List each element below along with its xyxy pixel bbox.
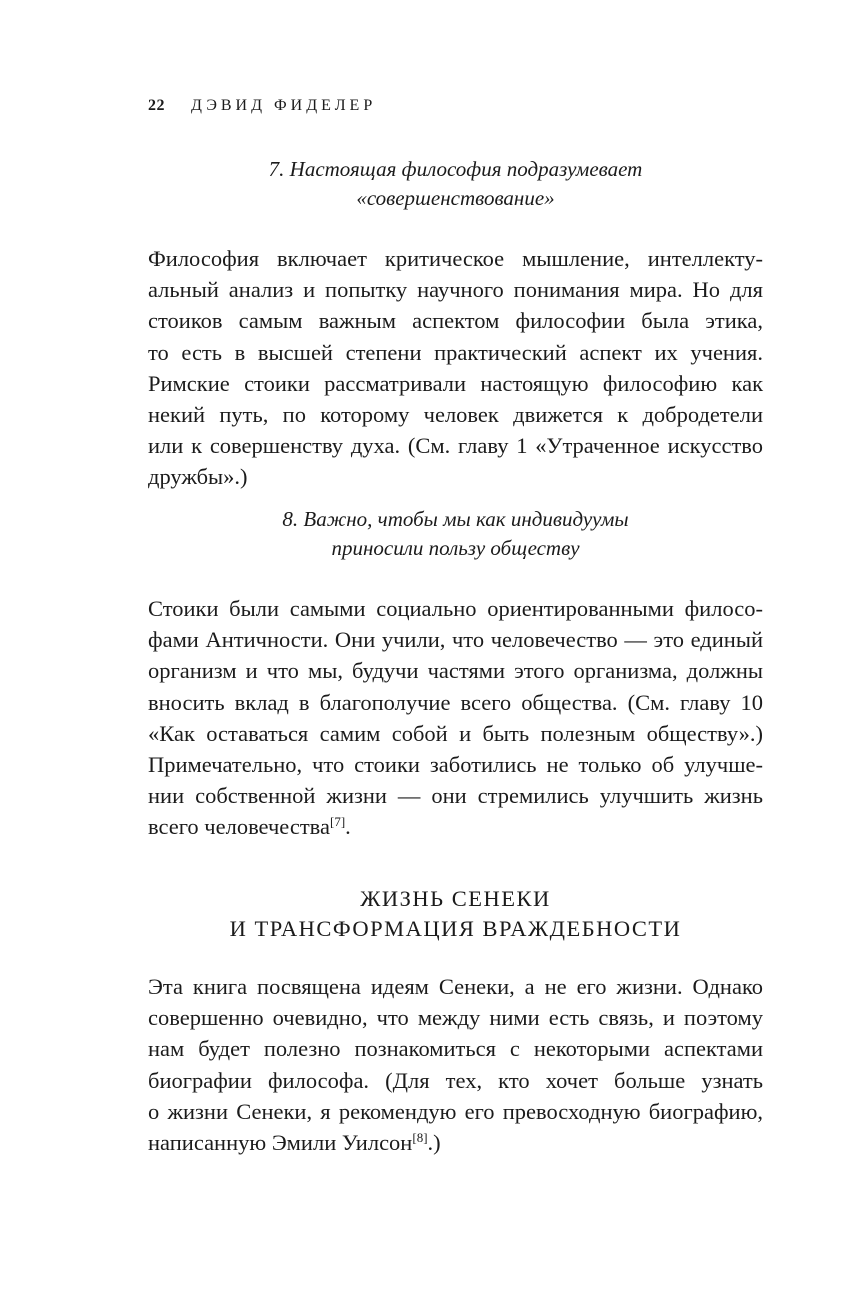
paragraph-line: нам будет полезно познакомиться с некоторыми аспектами xyxy=(148,1036,763,1062)
paragraph-line: биографии философа. (Для тех, кто хочет больше узнать xyxy=(148,1067,763,1093)
paragraph-line-end: . xyxy=(345,814,351,840)
paragraph-stoics-society xyxy=(148,593,763,843)
paragraph-line: то есть в высшей степени практический аспект их учения. xyxy=(148,339,763,365)
paragraph-line-end: .) xyxy=(427,1130,441,1156)
section-heading-line: ЖИЗНЬ СЕНЕКИ xyxy=(360,886,551,911)
running-head xyxy=(148,96,376,116)
paragraph-line xyxy=(148,1127,763,1158)
paragraph-line: фами Античности. Они учили, что человечество — это единый xyxy=(148,627,763,653)
paragraph-line: альный анализ и попытку научного понимания мира. Но для xyxy=(148,277,763,303)
paragraph-line-text: всего человечества xyxy=(148,814,330,840)
paragraph-line: «Как оставаться самим собой и быть полезным обществу».) xyxy=(148,720,763,746)
paragraph-line: нии собственной жизни — они стремились улучшить жизнь xyxy=(148,783,763,809)
paragraph-line: совершенно очевидно, что между ними есть связь, и поэтому xyxy=(148,1005,763,1031)
section-heading-line: И ТРАНСФОРМАЦИЯ ВРАЖДЕБНОСТИ xyxy=(229,916,682,941)
paragraph-line: Римские стоики рассматривали настоящую философию как xyxy=(148,370,763,396)
footnote-ref-8[interactable]: [8] xyxy=(412,1130,428,1146)
paragraph-line: о жизни Сенеки, я рекомендую его превосходную биографию, xyxy=(148,1098,763,1124)
paragraph-line xyxy=(148,811,763,842)
subheading-line: 7. Настоящая философия подразумевает xyxy=(268,157,643,181)
paragraph-line: Эта книга посвящена идеям Сенеки, а не его жизни. Однако xyxy=(148,974,763,999)
paragraph-philosophy-ethics xyxy=(148,243,763,493)
paragraph-line: дружбы».) xyxy=(148,464,248,490)
paragraph-line: Примечательно, что стоики заботились не только об улучше- xyxy=(148,752,763,778)
paragraph-line: некий путь, по которому человек движется к добродетели xyxy=(148,402,763,428)
paragraph-line: Философия включает критическое мышление, интеллекту- xyxy=(148,246,763,271)
paragraph-line: вносить вклад в благополучие всего общества. (См. главу 10 xyxy=(148,689,763,715)
page-number: 22 xyxy=(148,97,165,114)
paragraph-line-text: написанную Эмили Уилсон xyxy=(148,1130,413,1156)
section-heading xyxy=(148,884,763,944)
subheading-principle-8 xyxy=(148,505,763,563)
paragraph-line: Стоики были самыми социально ориентированными филосо- xyxy=(148,596,763,621)
subheading-line: «совершенствование» xyxy=(356,186,555,210)
subheading-line: 8. Важно, чтобы мы как индивидуумы xyxy=(282,507,629,531)
footnote-ref-7[interactable]: [7] xyxy=(329,814,346,830)
running-head-author: ДЭВИД ФИДЕЛЕР xyxy=(191,97,377,114)
paragraph-seneca-life xyxy=(148,971,763,1158)
paragraph-line: организм и что мы, будучи частями этого организма, должны xyxy=(148,658,763,684)
paragraph-line: или к совершенству духа. (См. главу 1 «Утраченное искусство xyxy=(148,433,763,459)
subheading-principle-7 xyxy=(148,155,763,213)
subheading-line: приносили пользу обществу xyxy=(331,536,580,560)
paragraph-line: стоиков самым важным аспектом философии была этика, xyxy=(148,308,763,334)
